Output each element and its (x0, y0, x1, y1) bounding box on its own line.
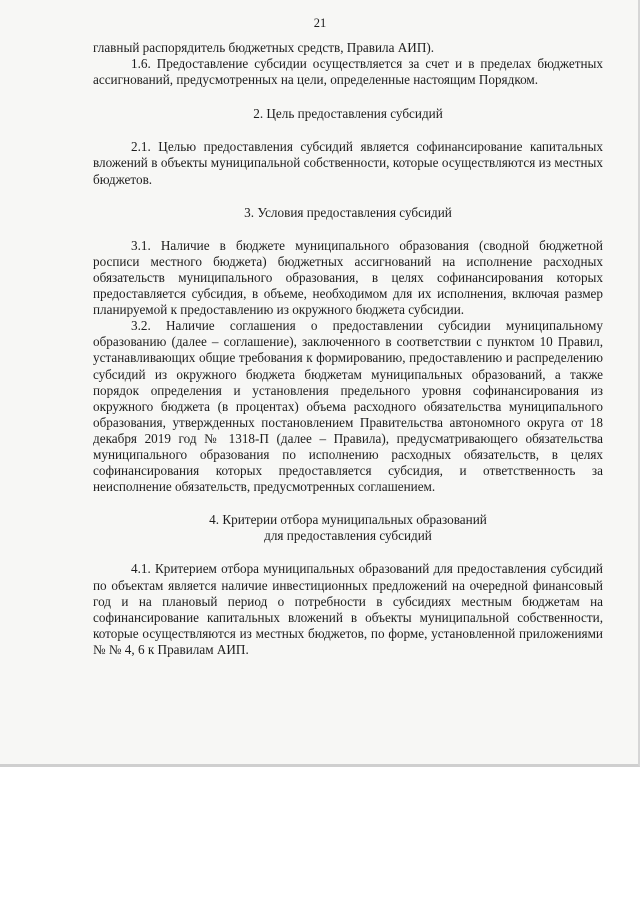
paragraph-4-1: 4.1. Критерием отбора муниципальных образований для предоставления субсидий по объектам является наличие инвестиционных предложений на очередной финансовый год и на плановый период о потребности в субсидиях местным бюджетам на софинансирование капитальных вложений в объекты муниципальной собственности, которые осуществляются из местных бюджетов, по форме, установленной приложениями № № 4, 6 к Правилам АИП. (93, 561, 603, 657)
paragraph-3-1: 3.1. Наличие в бюджете муниципального образования (сводной бюджетной росписи местного бюджета) бюджетных ассигнований на исполнение расходных обязательств муниципального образования, в целях софинансирования которых предоставляется субсидия, в объеме, необходимом для их исполнения, включая размер планируемой к предоставлению из окружного бюджета субсидии. (93, 237, 603, 318)
paragraph-continuation: главный распорядитель бюджетных средств, Правила АИП). (93, 40, 435, 55)
section-heading-2: 2. Цель предоставления субсидий (253, 106, 443, 122)
paragraph-1-6: 1.6. Предоставление субсидии осуществляется за счет и в пределах бюджетных ассигнований, предусмотренных на цели, определенные настоящим Порядком. (93, 56, 603, 88)
section-heading-4-line-1: 4. Критерии отбора муниципальных образований (209, 512, 487, 528)
section-heading-4-line-2: для предоставления субсидий (264, 528, 432, 544)
section-heading-3: 3. Условия предоставления субсидий (244, 204, 452, 220)
page-background (0, 767, 640, 905)
paragraph-2-1: 2.1. Целью предоставления субсидий является софинансирование капитальных вложений в объекты муниципальной собственности, которые осуществляются из местных бюджетов. (93, 139, 603, 187)
document-body (93, 40, 603, 658)
page-number: 21 (313, 16, 327, 30)
paragraph-3-2: 3.2. Наличие соглашения о предоставлении субсидии муниципальному образованию (далее – соглашение), заключенного в соответствии с пунктом 10 Правил, устанавливающих общие требования к формированию, предоставлению и распределению субсидий из окружного бюджета бюджетам муниципальных образований, а также порядок определения и установления предельного уровня софинансирования из окружного бюджета (в процентах) объема расходного обязательства муниципального образования, утвержденных постановлением Правительства автономного округа от 18 декабря 2019 год № 1318-П (далее – Правила), предусматривающего обязательства муниципального образования по исполнению расходных обязательств, в целях софинансирования которых предоставляется субсидия, и ответственность за неисполнение обязательств, предусмотренных соглашением. (93, 318, 603, 495)
